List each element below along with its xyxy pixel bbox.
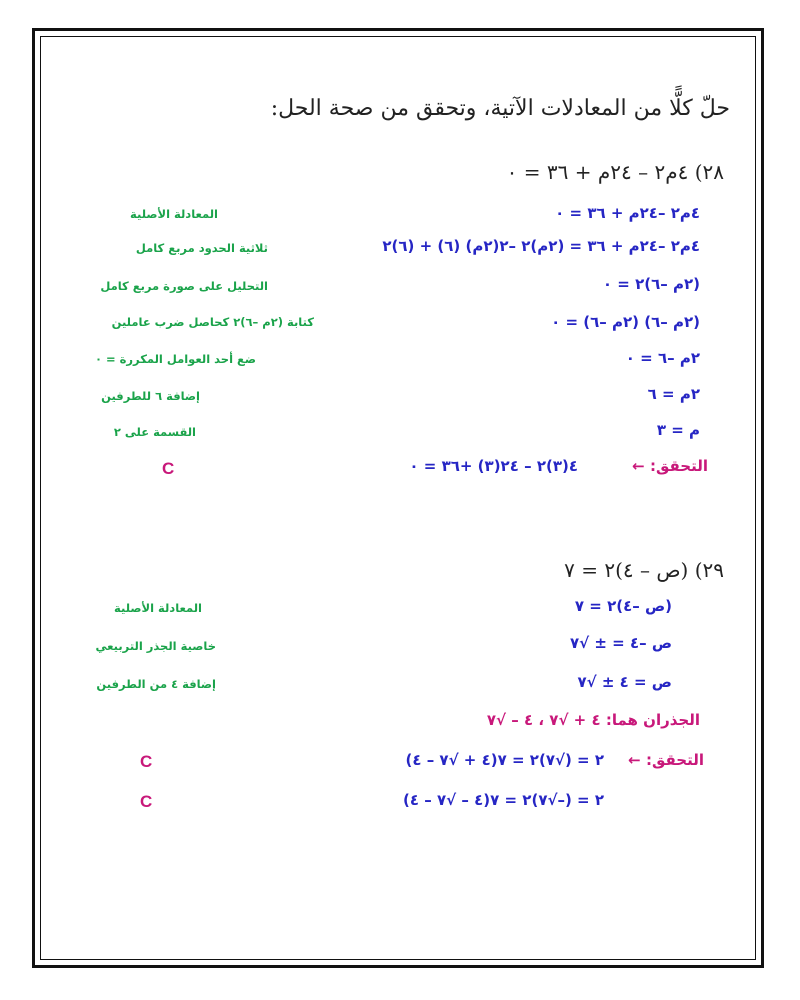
p29-step-1: (ص –٤)٢ = ٧ [574,597,672,615]
p28-reason-4: كتابة (٢م –٦)٢ كحاصل ضرب عاملين [111,315,314,329]
p28-reason-3: التحليل على صورة مربع كامل [100,279,268,293]
p28-reason-7: القسمة على ٢ [113,425,196,439]
p28-check-label: التحقق: ← [632,457,708,475]
p28-check-mark: C [162,459,175,478]
p28-step-5: ٢م –٦ = ٠ [625,349,700,367]
p28-check-expression: ٤(٣)٢ – ٢٤(٣) +٣٦ = ٠ [409,457,578,475]
exercise-heading: حلّ كلًّا من المعادلات الآتية، وتحقق من صحة الحل: [270,96,730,121]
p28-reason-6: إضافة ٦ للطرفين [101,389,200,403]
p29-reason-1: المعادلة الأصلية [114,601,202,615]
p28-step-6: ٢م = ٦ [647,385,700,403]
p29-check-2-mark: C [140,792,153,811]
p28-step-2: ٤م٢ –٢٤م + ٣٦ = (٢م)٢ –٢(٢م) (٦) + (٦)٢ [382,237,700,255]
p29-check-1: (٤ + √٧ – ٤)٢ = (√٧)٢ = ٧ [405,751,604,769]
p29-reason-2: خاصية الجذر التربيعي [95,639,216,653]
p29-step-3: ص = ٤ ± √٧ [577,673,672,691]
p28-step-1: ٤م٢ –٢٤م + ٣٦ = ٠ [555,204,700,222]
p29-check-label: التحقق: ← [628,751,704,769]
p28-reason-5: ضع أحد العوامل المكررة = ٠ [94,352,256,366]
p28-reason-2: ثلاثية الحدود مربع كامل [135,241,268,255]
p29-check-1-mark: C [140,752,153,771]
problem-29-title: ٢٩) (ص – ٤)٢ = ٧ [564,558,724,582]
p29-check-2: (٤ – √٧ – ٤)٢ = (–√٧)٢ = ٧ [403,791,604,809]
p29-step-2: ص –٤ = ± √٧ [569,634,672,652]
p29-reason-3: إضافة ٤ من الطرفين [96,677,216,691]
p29-roots: الجذران هما: ٤ + √٧ ، ٤ – √٧ [486,711,700,729]
p28-step-4: (٢م –٦) (٢م –٦) = ٠ [551,313,700,331]
p28-reason-1: المعادلة الأصلية [130,207,218,221]
problem-28-title: ٢٨) ٤م٢ – ٢٤م + ٣٦ = ٠ [506,160,724,184]
p28-step-3: (٢م –٦)٢ = ٠ [602,275,700,293]
p28-step-7: م = ٣ [656,421,700,439]
